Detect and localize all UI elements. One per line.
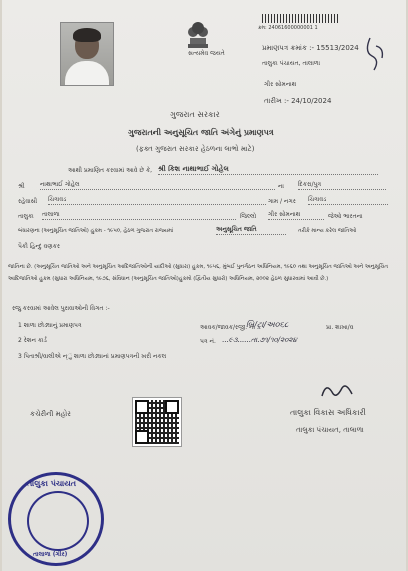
inward-number-handwritten: બિ/ટ્રા/અ૦૬૮	[246, 320, 289, 329]
initial-signature-icon	[362, 34, 388, 74]
caste-category: અનુસૂચિત જાતિ	[216, 226, 286, 235]
residence: ચિત્રાવડ	[48, 196, 266, 205]
signatory-title: તાલુકા વિકાસ અધિકારી	[290, 408, 366, 417]
district-name: ગીર સોમનાથ	[264, 81, 297, 88]
legal-paragraph: જાતિના છે. (અનુસૂચિત જાતિઓ અને અનુસૂચિત આદિજાતિઓની યાદીઓ (સુધારા) હુકમ, ૧૯૫૬, મુંબઈ પુનર્ગઠન અધિનિયમ, ૧૯૬૦ તથા અનુસૂચિત જાતિઓ અને અનુસૂચિત આદિજાતિઓ હુકમ (સુધારા અધિનિયમ, ૧૯૭૬, સંવિધાન (અનુસૂચિત જાતિઓ)હુકમો (દ્વિતીય સુધારો) અધિનિયમ, ૨૦૦૨ હેઠળ સુધારવામાં આવી છે.)	[8, 264, 388, 282]
line2-mid: ના	[278, 183, 284, 190]
applicant-name: શ્રી કિશ નાથાભાઈ ગોહેલ	[158, 165, 378, 175]
certificate-number: પ્રમાણપત્ર ક્રમાંક :- 15513/2024	[262, 44, 359, 52]
document-item: 3 પિતાશ્રી/વાલીએ ન્ું શાળા છોડ્યાનાં પ્રમાણપત્રની ખરી નકલ	[18, 353, 167, 360]
qr-code	[133, 398, 181, 446]
line3-prefix: રહેવાસી	[18, 198, 38, 205]
district: ગીર સોમનાથ	[268, 211, 324, 220]
line2-prefix: શ્રી	[18, 183, 25, 190]
document-item: 2 રેશન કાર્ડ	[18, 337, 47, 344]
village: ચિત્રાવડ	[308, 196, 388, 205]
certificate-title: ગુજરાતની અનુસૂચિત જાતિ અંગેનું પ્રમાણપત્ર	[128, 128, 274, 137]
inward-branch: પ્રા. શાખા/વ	[326, 324, 354, 331]
document-item: 1 શાળા છોડ્યાનું પ્રમાણપત્ર	[18, 322, 82, 329]
barcode	[262, 14, 338, 23]
line4-prefix: તાલુકા	[18, 213, 34, 220]
line3-mid: ગામ / નગર	[268, 198, 296, 205]
line4-suffix: જેઓ ભારતના	[328, 213, 363, 220]
line5-c: તરીકે માન્ય કરેલ જાતિઓ	[298, 228, 357, 234]
caste-name: પૈકી હિન્દુ વણકર	[18, 243, 60, 250]
signatory-office: તાલુકા પંચાયત, તાલાળા	[296, 426, 364, 434]
letter-no-label: પત્ર નં.	[200, 338, 216, 345]
issue-date: તારીખ :- 24/10/2024	[264, 97, 332, 105]
line1-prefix: આથી પ્રમાણિત કરવામાં આવે છે કે,	[68, 167, 153, 174]
stamp-text-top: તાલુકા પંચાયત	[27, 479, 77, 488]
line4-mid: જિલ્લો	[240, 213, 257, 220]
govt-title: ગુજરાત સરકાર	[170, 110, 220, 119]
applicant-photo	[60, 22, 114, 86]
certificate-subtitle: (ફક્ત ગુજરાત સરકાર હેઠળના લાભો માટે)	[136, 145, 255, 153]
office-seal-label: કચેરીની મહોર	[30, 410, 71, 418]
line5-a: બંધારણના (અનુસૂચિત જાતિઓ) હુકમ - ૧૯૫૦, હેઠળ ગુજરાત રાજ્યમાં	[18, 228, 174, 234]
taluka: તાલાળા	[42, 211, 236, 220]
state-emblem-icon	[180, 18, 216, 52]
barcode-text: ક્રમ: 24061600000001 1	[258, 25, 318, 31]
officer-signature-icon	[318, 380, 358, 402]
relation: દિકરા/પુત્ર	[298, 181, 386, 190]
letter-no-date: ...૯૩......તા.૭૧/૧૦/૨૦૨૪	[222, 336, 297, 344]
father-name: નાથાભાઈ ગોહેલ	[40, 181, 275, 190]
inward-label: આવક/જાવક/રજી. નં.	[200, 324, 256, 331]
stamp-text-bottom: તાલાળા (ગીર)	[33, 551, 68, 558]
emblem-caption: સત્યમેવ જયતે	[188, 50, 225, 57]
documents-heading: રજુ કરવામાં આવેલ પુરાવાઓની વિગત :-	[12, 305, 110, 312]
issuing-office: તાલુકા પંચાયત, તાલાળા	[262, 60, 321, 67]
official-stamp	[8, 472, 104, 566]
